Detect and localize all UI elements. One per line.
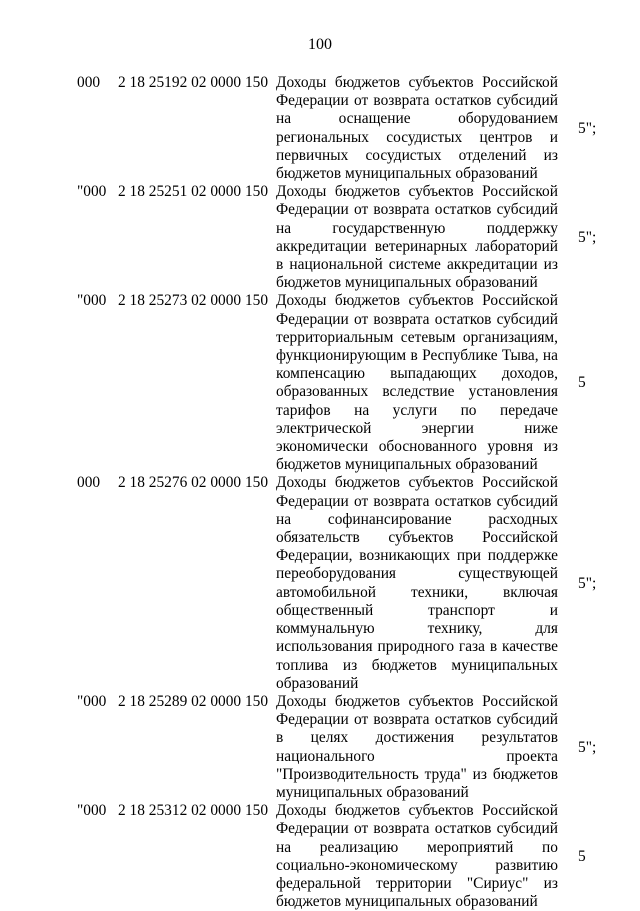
revenue-description: Доходы бюджетов субъектов Российской Федерации от возврата остатков субсидий на софинансирование расходных обязательств субъектов Российской Федерации, возникающих при поддержке переоборудования существующей автомобильной техники, включая общественный транспорт и коммунальную технику, для использования природного газа в качестве топлива из бюджетов муниципальных образований	[276, 474, 558, 692]
amount-value: 5";	[578, 228, 597, 246]
admin-code: 000	[77, 474, 101, 492]
revenue-description: Доходы бюджетов субъектов Российской Федерации от возврата остатков субсидий на государственную поддержку аккредитации ветеринарных лабораторий в национальной системе аккредитации из бюджетов муниципальных образований	[276, 183, 558, 292]
revenue-description: Доходы бюджетов субъектов Российской Федерации от возврата остатков субсидий на реализацию мероприятий по социально-экономическому развитию федеральной территории "Сириус" из бюджетов муниципальных образований	[276, 802, 558, 911]
table-row	[0, 474, 640, 692]
admin-code: "000	[77, 183, 107, 201]
budget-classification-code: 2 18 25273 02 0000 150	[118, 292, 269, 310]
page-number: 100	[308, 36, 332, 53]
revenue-description: Доходы бюджетов субъектов Российской Федерации от возврата остатков субсидий на оснащение оборудованием региональных сосудистых центров и первичных сосудистых отделений из бюджетов муниципальных образований	[276, 74, 558, 183]
admin-code: "000	[77, 692, 107, 710]
revenue-description: Доходы бюджетов субъектов Российской Федерации от возврата остатков субсидий территориальным сетевым организациям, функционирующим в Республике Тыва, на компенсацию выпадающих доходов, образованных вследствие установления тарифов на услуги по передаче электрической энергии ниже экономически обоснованного уровня из бюджетов муниципальных образований	[276, 292, 558, 474]
budget-classification-code: 2 18 25192 02 0000 150	[118, 74, 269, 91]
admin-code: "000	[77, 292, 107, 310]
table-row	[0, 693, 640, 802]
amount-value: 5";	[578, 738, 597, 756]
amount-value: 5";	[578, 574, 597, 592]
budget-classification-code: 2 18 25251 02 0000 150	[118, 183, 269, 201]
revenue-code-table	[0, 74, 640, 911]
table-row	[0, 292, 640, 474]
amount-value: 5	[578, 847, 586, 865]
amount-value: 5";	[578, 119, 597, 137]
budget-classification-code: 2 18 25289 02 0000 150	[118, 692, 269, 710]
amount-value: 5	[578, 374, 586, 392]
admin-code: 000	[77, 74, 101, 91]
revenue-description: Доходы бюджетов субъектов Российской Федерации от возврата остатков субсидий в целях достижения результатов национального проекта "Производительность труда" из бюджетов муниципальных образований	[276, 692, 558, 801]
table-row	[0, 802, 640, 911]
budget-classification-code: 2 18 25312 02 0000 150	[118, 802, 269, 820]
budget-classification-code: 2 18 25276 02 0000 150	[118, 474, 269, 492]
admin-code: "000	[77, 802, 107, 820]
table-row	[0, 74, 640, 183]
table-row	[0, 183, 640, 292]
